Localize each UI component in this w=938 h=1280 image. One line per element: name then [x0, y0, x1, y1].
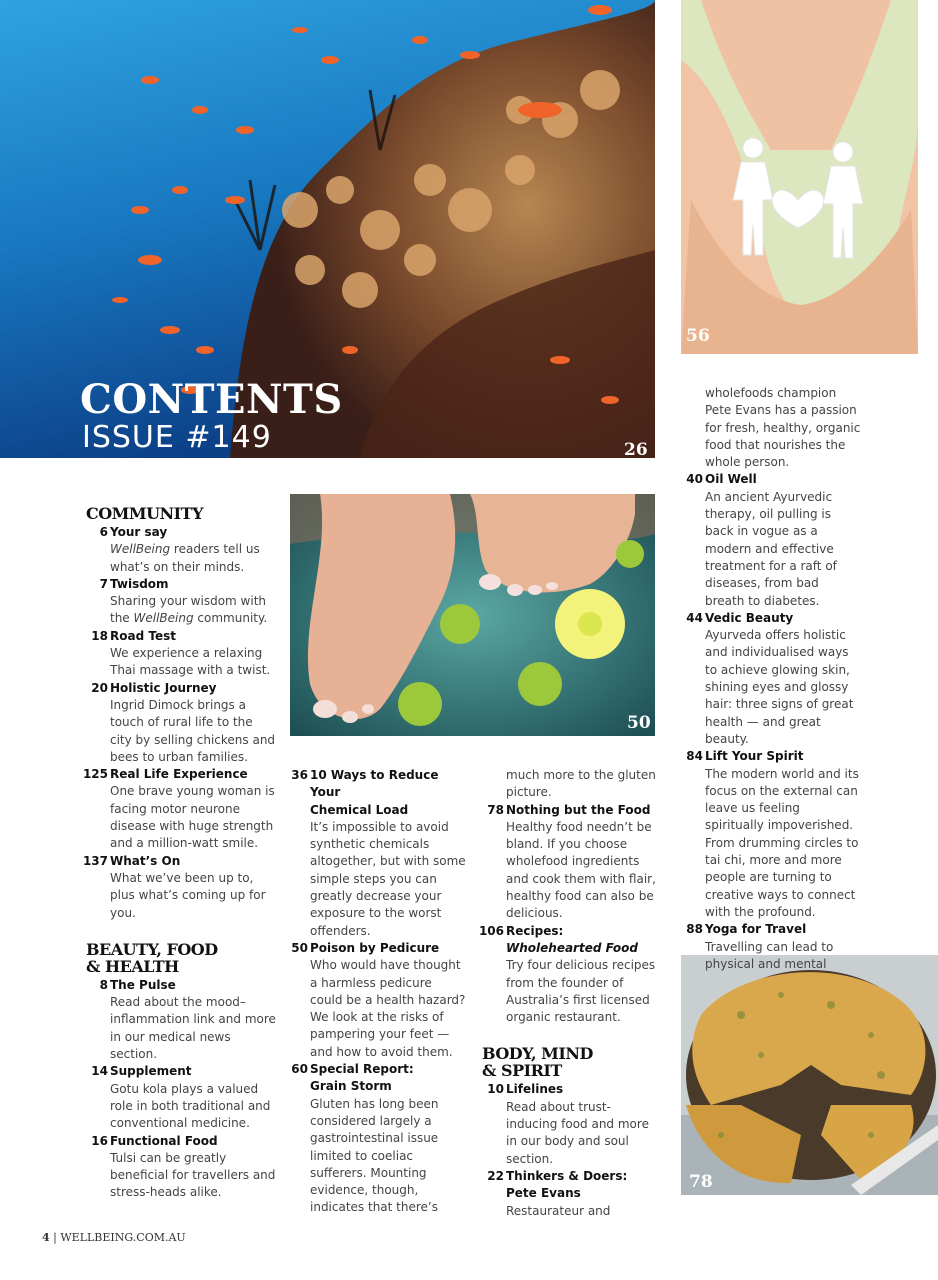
- list-item[interactable]: [482, 1168, 662, 1220]
- page-ref: 60: [291, 1062, 308, 1077]
- magazine-name: WellBeing: [110, 542, 171, 557]
- list-item[interactable]: [681, 921, 861, 973]
- entry-desc-text: community.: [193, 611, 268, 626]
- bread-photo: [681, 955, 938, 1195]
- section-heading-line: & HEALTH: [86, 956, 179, 976]
- list-item-continued: [482, 767, 662, 802]
- list-item[interactable]: [681, 748, 861, 921]
- entry-desc-text: Sharing your wisdom with the: [110, 594, 266, 626]
- entry-desc: It’s impossible to avoid synthetic chemicals altogether, but with some simple steps you can greatly decrease your exposure to the worst offenders.: [310, 819, 466, 938]
- page-ref: 18: [91, 628, 108, 643]
- entry-subtitle: Grain Storm: [310, 1079, 392, 1094]
- entry-desc: One brave young woman is facing motor neurone disease with huge strength and a million-watt smile.: [110, 784, 275, 851]
- entry-desc: much more to the gluten picture.: [506, 768, 656, 800]
- column-body-continued: [681, 385, 861, 973]
- entry-subtitle: Wholehearted Food: [506, 940, 638, 955]
- entry-title: The Pulse: [110, 977, 176, 992]
- entry-title: Poison by Pedicure: [310, 940, 440, 955]
- list-item-continued: [681, 385, 861, 471]
- entry-desc: Tulsi can be greatly beneficial for travellers and stress-heads alike.: [110, 1150, 276, 1200]
- website-link[interactable]: WELLBEING.COM.AU: [60, 1231, 186, 1244]
- entry-title: Functional Food: [110, 1133, 218, 1148]
- hands-page-number: 56: [686, 326, 710, 346]
- list-item[interactable]: [482, 1081, 662, 1167]
- entry-desc: Gotu kola plays a valued role in both traditional and conventional medicine.: [110, 1081, 271, 1131]
- entry-title: Real Life Experience: [110, 767, 248, 782]
- section-heading-body: [482, 1045, 662, 1079]
- entry-desc: What we’ve been up to, plus what’s coming up for you.: [110, 870, 266, 920]
- entry-title: Twisdom: [110, 576, 169, 591]
- entry-title: Vedic Beauty: [705, 610, 794, 625]
- contents-title: CONTENTS: [80, 376, 343, 423]
- page-ref: 16: [91, 1133, 108, 1148]
- page-ref: 20: [91, 680, 108, 695]
- entry-desc: [110, 593, 276, 628]
- page-ref: 125: [82, 767, 108, 782]
- entry-desc: Healthy food needn’t be bland. If you choose wholefood ingredients and cook them with flair, healthy food can also be delicious.: [506, 819, 656, 921]
- list-item[interactable]: [286, 1061, 466, 1217]
- entry-desc: Ingrid Dimock brings a touch of rural life to the city by selling chickens and bees to urban families.: [110, 697, 276, 764]
- page-ref: 50: [291, 940, 308, 955]
- list-item[interactable]: [286, 940, 466, 1061]
- page-ref: 36: [291, 768, 308, 782]
- entry-desc: Gluten has long been considered largely a gastrointestinal issue limited to coeliac sufferers. Mounting evidence, though, indicates that there’s: [310, 1096, 439, 1215]
- list-item[interactable]: [82, 766, 276, 852]
- entry-desc: Travelling can lead to physical and mental: [705, 939, 834, 971]
- section-heading-line: BODY, MIND: [482, 1044, 593, 1064]
- page-ref: 44: [686, 610, 703, 625]
- entry-desc-text: readers tell us what’s on their minds.: [110, 542, 260, 574]
- entry-title: Yoga for Travel: [705, 922, 807, 937]
- page-footer: [42, 1231, 186, 1244]
- list-item[interactable]: [482, 802, 662, 923]
- entry-title: Holistic Journey: [110, 680, 217, 695]
- entry-desc: Who would have thought a harmless pedicure could be a health hazard? We look at the risks of pampering your feet — and how to avoid them.: [310, 958, 466, 1059]
- list-item[interactable]: [681, 471, 861, 609]
- column-features: [286, 767, 466, 1217]
- column-community-beauty: [82, 504, 276, 1202]
- list-item[interactable]: [86, 977, 276, 1063]
- page-ref: 22: [487, 1168, 504, 1183]
- magazine-name: WellBeing: [133, 611, 194, 626]
- entry-title: What’s On: [110, 853, 181, 868]
- list-item[interactable]: [82, 853, 276, 922]
- entry-title: Supplement: [110, 1064, 192, 1079]
- page-ref: 8: [99, 977, 108, 992]
- page-ref: 88: [686, 922, 703, 937]
- entry-desc: We experience a relaxing Thai massage with a twist.: [110, 646, 271, 678]
- feet-page-number: 50: [627, 713, 651, 733]
- footer-separator: |: [53, 1231, 61, 1244]
- entry-desc: The modern world and its focus on the external can leave us feeling spiritually impoverished. From drumming circles to tai chi, more and more people are turning to creative ways to connect with the profound.: [705, 766, 859, 919]
- section-heading-line: & SPIRIT: [482, 1061, 562, 1081]
- page-ref: 106: [478, 923, 504, 938]
- entry-desc: An ancient Ayurvedic therapy, oil pulling is back in vogue as a modern and effective treatment for a raft of diseases, from bad breath to diabetes.: [705, 489, 837, 608]
- page-ref: 137: [82, 853, 108, 868]
- list-item[interactable]: [86, 1063, 276, 1132]
- list-item[interactable]: [681, 610, 861, 748]
- entry-desc: Read about the mood–inflammation link and more in our medical news section.: [110, 995, 276, 1062]
- section-heading-community: COMMUNITY: [86, 504, 203, 523]
- bread-page-number: 78: [689, 1172, 713, 1192]
- list-item[interactable]: [86, 576, 276, 628]
- entry-desc: Try four delicious recipes from the founder of Australia’s first licensed organic restaurant.: [506, 958, 656, 1025]
- page-ref: 40: [686, 472, 703, 487]
- entry-desc: Read about trust-inducing food and more in our body and soul section.: [506, 1099, 649, 1166]
- list-item[interactable]: [86, 680, 276, 766]
- entry-desc: Ayurveda offers holistic and individualised ways to achieve glowing skin, shining eyes and glossy hair: three signs of great health — and great beauty.: [705, 628, 854, 746]
- list-item[interactable]: [86, 524, 276, 576]
- column-food-body: [478, 767, 662, 1220]
- feet-photo: [290, 494, 655, 736]
- reef-page-number: 26: [624, 440, 648, 458]
- page-ref: 84: [686, 749, 703, 764]
- list-item[interactable]: [86, 628, 276, 680]
- page-ref: 14: [91, 1064, 108, 1079]
- page-number: 4: [42, 1231, 50, 1244]
- page-ref: 10: [487, 1082, 504, 1097]
- entry-desc: wholefoods champion Pete Evans has a passion for fresh, healthy, organic food that nourishes the whole person.: [705, 386, 861, 470]
- issue-number: ISSUE #149: [82, 420, 272, 455]
- entry-title: Oil Well: [705, 472, 757, 487]
- page-ref: 7: [99, 576, 108, 591]
- entry-desc: Restaurateur and: [506, 1203, 611, 1218]
- hands-photo: [681, 0, 918, 354]
- entry-title: Special Report:: [310, 1062, 414, 1077]
- entry-subtitle: Chemical Load: [310, 802, 409, 817]
- entry-title: Lift Your Spirit: [705, 749, 804, 764]
- entry-title: Nothing but the Food: [506, 802, 651, 817]
- list-item[interactable]: [478, 923, 662, 1027]
- entry-subtitle: Pete Evans: [506, 1186, 581, 1201]
- list-item[interactable]: [286, 767, 466, 940]
- page-ref: 78: [487, 802, 504, 817]
- entry-title: Recipes:: [506, 923, 564, 938]
- entry-title: Thinkers & Doers:: [506, 1168, 628, 1183]
- entry-title: Your say: [110, 525, 168, 539]
- entry-title: Lifelines: [506, 1082, 564, 1097]
- entry-desc: [110, 541, 276, 576]
- entry-title: 10 Ways to Reduce Your: [310, 768, 439, 800]
- list-item[interactable]: [86, 1133, 276, 1202]
- page-ref: 6: [99, 525, 108, 539]
- section-heading-line: BEAUTY, FOOD: [86, 939, 218, 959]
- section-heading-beauty: [86, 941, 276, 975]
- entry-title: Road Test: [110, 628, 176, 643]
